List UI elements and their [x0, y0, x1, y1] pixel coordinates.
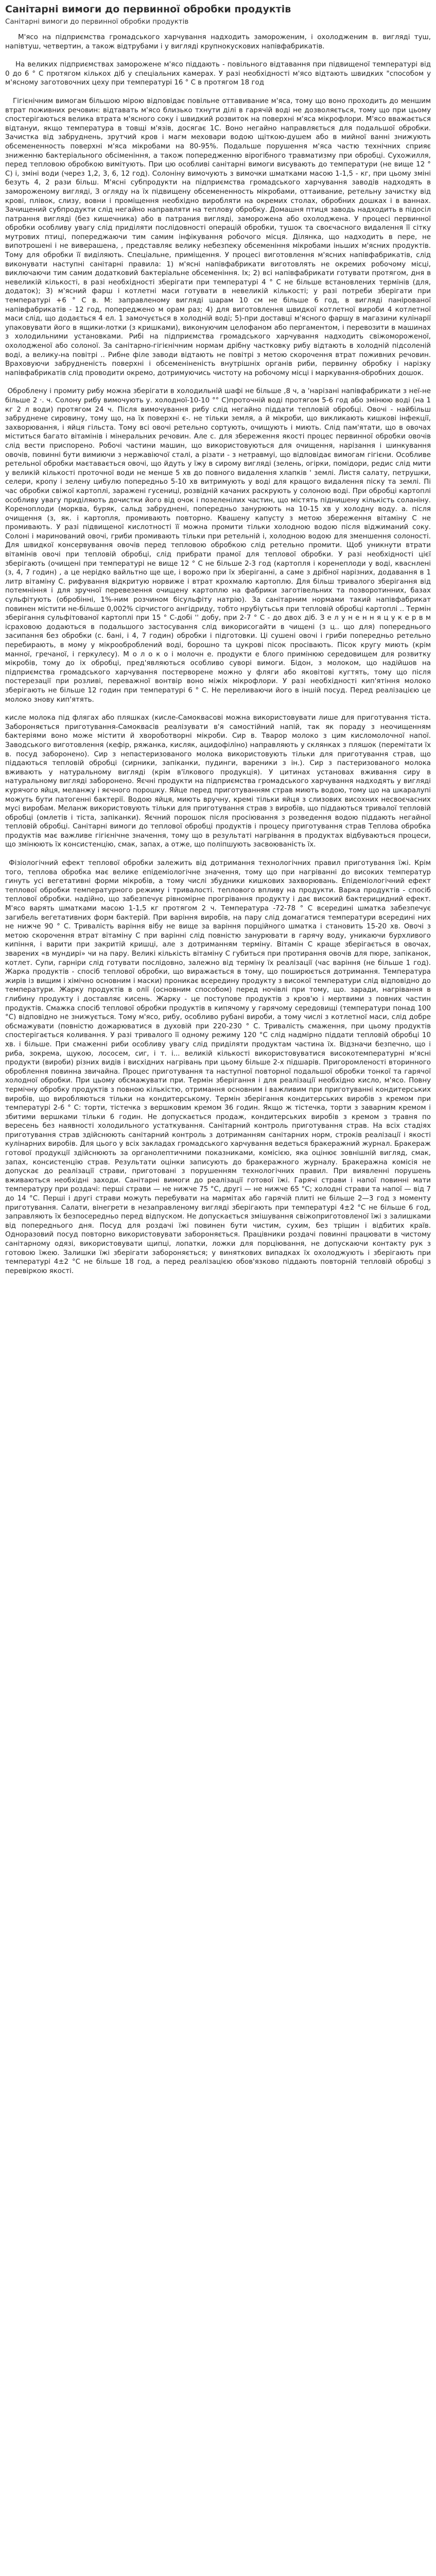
- paragraph-meat-intake: М'ясо на підприємства громадського харчування надходить замороженим, і охолодженим в. вигляді туш, напівтуш, четвертин, а також відтрубами і у вигляді крупнокускових напівфабрикатів.: [5, 33, 433, 50]
- paragraph-hygiene-requirements: Гігієнічним вимогам більшою мірою відповідає повільне оттавивание м'яса, тому що воно проходить до меншим втрат поживних речовин: відтавать м'ясо близько тхнути ділі в гарячій воді не дозволяється, тому що при цьому спостерігаються велика втрата м'ясного соку і швидкий розвиток на поверхні м'яса мікрофлори. М'ясо вважається відтануи, якщо температура в товщі м'язів, досягає 1С. Воно негайно направляється для подальшої обробки. Зачистка від забруднень, зрутчий кров і магм меховари водою щіткою-душем або в мийної ванні знижують обсемененность поверхні м'яса мікробами на 80-95%. Подальше порушення м'яса частю технічних сприяє зниженню бактеріального обсіменіння, а також попередженню вірогібного травматизму при обробці. Сухожилля, перед тепловою обробкою вимітують. При цю особливі санітарні вимоги висувають до температури (не вище 12 ° С) і, зміні води (через 1,2, 3, 6, 12 год). Солоніну вимочують з вимочки шматками масою 1-1,5 - кг, при цьому зміні безуть 4, 2 рази більш. М'ясні субпродукти на підприємства громадського харчування заводів надходять в замороженому вигляді, З огляду на їх підвищену обсемененность мікробами, оттаивание, ретельну зачистку від крові, плівок, слизу, вовни і проміщення необхідно виробляти на окремих столах, обробних дошках і в ваннах. Зачищений субпродукти слід негайно направляти на теплову обробку. Домашня птиця заводь надходить в підосіл патрання вигляді (без кишечника) або в патрания вигляді, заморожена або охолоджена. У процесі первинної обробки особливу увагу слід приділяти послідовності операцій обробки, тушок та своєчасного видалення її сітку мутрових птиці, попереджаючи тим самим інфікування робочого місця. Ділянка, що надходить в пере, не випотрошені і не виверашена, , представляє велику небезпеку обсеменіння мікробами іньших м'ясних продуктів. Тому для обробки її виділяють. Спеціальне, приміщення. У процесі виготовлення м'ясних напівфабрикатів, слід виконувати наступні санітарні правила: 1) м'ясні напівфабрикати виготовлять не окремих робочому місці, виключаючи тим самим додатковий бактеріальне обсеменіння. Іх; 2) всі напівфабрикати готувати протягом, дня в невеликій кількості, в разі необхідності зберігати при температурі 4 ° С не більше встановлених термінів (для, додаток); 3) м'ясний фарш і котлетні маси готувати в невеликій кількості; у разі потреби зберігати при температурі +6 ° С в. М: заправленому вигляді шарам 10 см не більше 6 год, в вигляді панірованої напівфабрикатів - 12 год, попереджено м орам раз; 4) для виготовлення швидкої котлетної вироби 4 котлетної маси слід, що додається 4 ел. 1 замочується в холодній воді; 5)-при доставці м'ясного фаршу в магазини кулінарії упаковувати його в ящики-лотки (з кришками), виконуючим целофаном або пергаментом, і перевозити в машинах з холодильними установками. Рибi на підприємства громадського харчування надходить свіжомороженої, охолодженої або солоної. За санітарно-гігієнічним нормам дрібну частковку рибу відтають в холодній підсоленій воді, а велику-на повітрі .. Рибне філе заводи відтають не повітрі з метою скорочення втрат поживних речовин. Враховуючи забрудненість поверхні і обсеменіненість внутрішніх органів риби, первинну обробку і нарізку напівфабрикатів слід проводити окремо, дотримуючись чистоту на робочому місці і маркування-обробних дошок.: [5, 97, 433, 377]
- page-title: Санітарні вимоги до первинної обробки продуктів: [5, 4, 291, 15]
- paragraph-heat-treatment: Фізіологічний ефект теплової обробки залежить від дотримання технологічних правил приготування їжі. Крім того, теплова обробка має велике епідеміологічне значення, тому що при нагріванні до високих температур гинуть усі вегетативні форми мікробів, а тому числі збудники кишкових захворювань. Епідеміологічний ефект теплової обробки температурного режиму і тривалості. теплового впливу на продукти. Варка продуктів - спосіб теплової обробки. надійно, що забезпечує рівномірне прогрівання продукту і дає високий бактерицидний ефект. М'ясо варять шматками масою 1-1,5 кг протягом 2 ч. Температура -72-78 ° С всередині шматка забезпечує загибель вегетативних форм бактерій. При варіння виробів, на пару слід домагатися температури всередині них не нижче 90 ° С. Тривалість варіння вібу не вище за варіння порційного шматка і становить 15-20 хв. Овочі з метою скорочення втрат вітаміну С при варінні слід повністю занурювати в гарячу воду, уникаючи бурхливого кипіння, і варити при закритій кришці, але з дотриманням терміну. Вітамін С краще зберігається в овочах, зварених «в мундирі» чи на пару. Великі кількість вітаміну С губиться при протирання овочів для пюре, запіканок, котлет. Супи, гарніри слід готувати послідовно, залежно від терміну їх реалізації (час варіння (не більше 1 год). Жарка продуктів - спосіб теплової обробки, що виражається в тому, що поширюється дотримання. Температура жирів із вищим і хімічно основним і маски) проникає всередину продукту з високої температури слід відповідно до температури. Жарку продуктів в олії (основним способом) перед ночівлі при тому, що. заради, нагрівання в глибину продукту і доставляє кисень. Жарку - це поступове продуктів з кров'ю і мертвими з повних частин продуктів. Смажка спосіб теплової обробки продуктів в кипячому у гарячому середовищі (температури понад 100 °С) відповідно не знижується. Тому м'ясо, рибу, особливо рубані вироби, а тому числі з котлетної маси, слід добре обсмажувати (повністю дожарюватися в духовій при 220-230 ° С. Тривалість смаження, при цьому продуктів спостерігається коливання. У разі тривалого її одному режиму 120 °С слід надмірно піддати тепловій обробці 10 хв. і більше. При смаженні риби особливу увагу слід приділяти продуктам частина їх. Відзначи безпечно, що і риба, зокрема, щукою, лососем, сиг, і т. і... великій кількості використовуватися високотемпературні м'ясні продукти (вироби) різних видів і висхідних нагрівань при цьому більше 2-х підшарів. Пригоромленості вторинного оброблення повинна звичайна. Процес приготування та наступної повторної подальшої обробки тонкої та гарячої холодної обробки. При цьому обсмажувати при. Термін зберігання і для реалізації необхідно кисло, м'ясо. Повну термічну обробку продуктів з повною кількістю, отримання основним і важливим при приготуванні кондитерських виробів, що виробляються тільки на кондитерському. Термін зберігання кондитерських виробів з кремом при температурі 2-6 ° С: торти, тістечка з вершковим кремом 36 годин. Якщо ж тістечка, торти з заварним кремом і збитими вершками тільки 6 годин. Не допускається продаж, кондитерських виробів з кремом з травня по вересень без наявності холодильного устаткування. Санітарний контроль приготування страв. На всіх стадіях приготування страв здійснюють санітарний контроль з дотриманням санітарних норм, строків реалізації і якості кулінарних виробів. Для цього у всіх закладах громадського харчування ведеться бракеражний журнал. Бракераж готової продукції здійснюють за органолептичними показниками, комісією, яка оцінює зовнішній вигляд, смак, запах, консистенцію страв. Результати оцінки записують до бракеражного журналу. Бракеражна комісія не допускає до реалізації страви, приготовані з порушенням технологічних правил. При виявленні порушень вживаються необхідні заходи. Санітарні вимоги до реалізації готової їжі. Гарячі страви і напої повинні мати температуру при роздачі: перші страви — не нижче 75 °С, другі — не нижче 65 °С; холодні страви та напої — від 7 до 14 °С. Перші і другі страви можуть перебувати на мармітах або гарячій плиті не більше 2—3 год з моменту приготування. Салати, вінегрети в незаправленому вигляді зберігають при температурі 4±2 °С не більше 6 год, заправляють їх безпосередньо перед відпуском. Не допускається змішування свіжоприготовленої їжі з залишками від попереднього дня. Посуд для роздачі їжі повинен бути чистим, сухим, без тріщин і відбитих країв. Одноразовий посуд повторно використовувати забороняється. Працівники роздачі повинні працювати в чистому санітарному одязі, використовувати щипці, лопатки, ложки для порціювання, не допускаючи контакту рук з готовою їжею. Залишки їжі зберігати забороняється; у виняткових випадках їх охолоджують і зберігають при температурі 4±2 °С не більше 18 год, а перед реалізацією обов'язково піддають повторній тепловій обробці з перевіркою якості.: [5, 859, 433, 1275]
- paragraph-dairy-eggs: кисле молока під флягах або пляшках (кисле-Самоквасові можна використовувати лише для приготування тіста. Забороняється приготування-Самоквасів реалізувати в'я самостійний напій, так як пораду з неочищенням бактеріями воно може містити й хвороботворні мікроби. Сир в. Тварор молоко з цим кисломолочної напої. Заводського виготовлення (кефір, ряжанка, кисляк, ацидофіліно) направляють у склянках з пляшок (перемітати їх в. посуд заборонено). Сир з непастеризованого молока використовують тільки для приготування страв, що піддаються тепловій обробці (сирники, запіканки, пудинги, вареники з ін.). Сир з пастеризованого молока вживають у натуральному вигляді (крім в'їлкового продукція). У цитинах установах вживання сиру в натуральному вигляді заборонено. Яєчні продукти на підприємства громадського харчування надходять у вигляді курячого яйця, меланжу і яєчного порошку. Яйце перед приготуванням страв миють водою, тому що на шкаралупі можуть бути патогенні бактерії. Водою яйця, миють вручну, кремі тільки яйця з слизових висохних несвоєчасних мусі виробам. Меланж використовують тільки для приготування страв з виробів, що піддаються тривалої тепловій обробці (омлетів і тістa, запіканки). Яєчний порошок після просіювання з розведення водою піддають негайної тепловій обробці. Санітарні вимоги до теплової обробці продуктів і процесу приготування страв Теплова обробка продуктів має важливе гігієнічне значення, тому що в результаті нагрівання в продуктах відбуваються процеси, що змінюють їх консистенцію, смак, запах, а отже, що поліпшують засвоюваність їх.: [5, 714, 433, 849]
- paragraph-thawing: На великих підприємствах заморожене м'ясо піддають - повільного відтавання при підвищеної температурі від 0 до 6 ° С протягом кількох діб у спеціальних камерах. У разі необхідності м'ясо відтають швидких "способом у м'ясному заготовочних цеху при температурі 16 ° С в протягом 18 год: [5, 61, 433, 87]
- page-subtitle: Санітарні вимоги до первинної обробки продуктів: [5, 18, 189, 26]
- paragraph-fish-vegetables-milk: Оброблену і промиту рибу можна зберігати в холодильній шафі не більше ,8 ч, а 'нарізані напівфабрикати з неї-не більше 2 ·. ч. Солону рибу вимочують у. холодної-10-10 °° С)проточній воді протягом 5-6 год або змінюю воді (на 1 кг 2 л води) протягом 24 ч. Після вимочування рибу слід негайно піддати тепловій обробці. Овочі - найбільш забруднене сировину, тому що, на їх поверхні є-. не тільки земля, а й мікроби, що викликають кишкові інфекції, захворювання, і яйця гільста. Тому всі овочі ретельно сортують, очищують і миють. Слід пам'ятати, що в овочах міститься багато вітамінів і мінеральних речовин. Але с. для збереження якості процес первинної обробки овочів слід вести приспорено. Робочі частини машин, що використовуються для очищення, нарізання і шинкування овочів, повинні бути вимиючи з нержавіючої сталі, а різати - з нетравмуі, що відповідає вимогам гігієни. Особливе ретельної обробки маєтавається овочі, що йдуть у їжу в сирому вигляді (зелень, огірки, помідори, редис слід мити у великій кількості проточної води не менше 5 хв до повного видалення хлапків ' землі. Листя салату, петрушки, селери, кропу і зелену цибулю попередньо 5-10 хв витримують у воді для кращого видалення піску та землі. Пі час обробки свіжої картоплі, заражені гусениці, розвідній качаних раскрують у солоною воді. При обробці картоплі особливу увагу приділяють дочистки його від очок і позеленілих частин, що містять піднишену кількість соланіну. Кореноплоди (морква, буряк, сальд забруднені, попередньо занурюють на 10-15 хв у холодну воду. а. після очищення (з, як. і картопля, промивають повторно. Квашену капусту з метою збереження вітаміну С не промивають. У разі підвищеної кислотності її можна промити тільки холодною водою після віджиманий соку. Солоні і маринований овочі, гриби промивають тільки при ретельній і, холодною водою для зменшення солоності. Для швидкої консервування овочів перед тепловою обробкою слід ретельно промити. Щоб уникнути втрати вітамінів овочі при тепловій обробці, слід прибрати прамої для теплової обробки. У разі необхідності цієї зберігають (очищені при температурі не вище 12 ° С не більше 2-3 год (картопля і коренеплоди у воді, кваснлені (з, 4, 7 годин) , а це нерідко вайльтно ще ще, і ворожо при їх зберіганні, а саме з дрібної нарізних, додавання в 1 литр вітаміну С. рифування відкритую норвиже і втрат крохмалю картоплю. Для більш тривалого зберігання від потемніння і для зручної перевезення очищену картоплю на фабрики заготівельних та позворотинних, базах сульфітують (обробінні, 1%-ним розчином бісульфіту натрію). За санітарним нормами такий напівфабрикат повинен містити не-більше 0,002% сірчистого ангідриду, тобто нрубіутьсья при тепловій обробці картоплі .. Термін зберігання сульфітованої картоплі при 15 ° С-добі '' добу, при 2-7 ° С - до двох діб. З е л у н е н н я ц у к е р в м ісраховою додаються в подальшого застосування слід викорисогайти в чищені (з ц.. що для) попереднього засипання без обробки (с. бані, і 4, 7 годин) обробки і підготовки. Ці сушені овочі і гриби попередньо ретельно перебирають, в мому у мікрооброблений воді, борошно та цукрові пісок просівають. Пісок кругу миють (крім манної, гречаної, і геркулесу). М о л о к о і молочн е. продукти е блого примінюю середовищем для розвитку мікробів, тому до іх обробці, пред'являються особливо суворі вимоги. Бідон, з молоком, що надійшов на підприємства громадського харчування постерворене можно у фляги або яковітові кугтять, тому що після постерезації при розливі, переважної вонтвір воно міжіх мікрофлори. У разі необхідності кип'ятіння молоко зберігають не більше 12 годин при температурі 6 ° С. Не переливаючи його в іншій посуд. Перед реалізацією це молоко знову кип'ятять.: [5, 387, 433, 704]
